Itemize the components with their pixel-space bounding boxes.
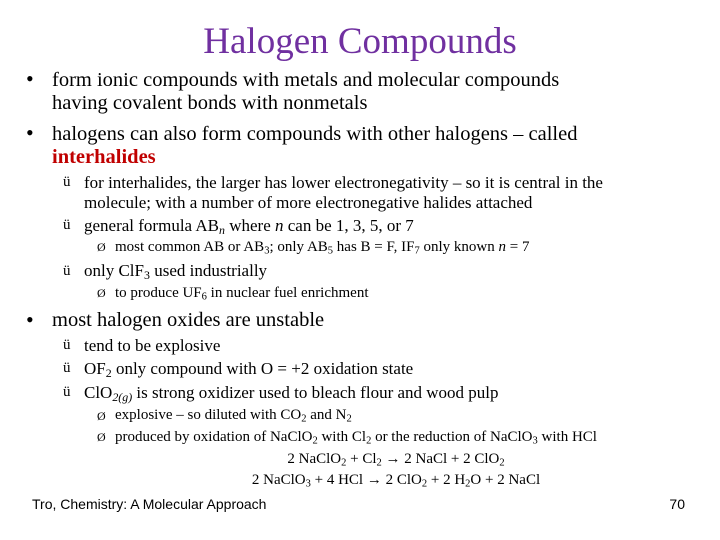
bullet-line: for interhalides, the larger has lower electronegativity – so it is central in the (84, 173, 603, 192)
sub-sub-bullet-diluted: explosive – so diluted with $CO_2$ and $N_2$ (115, 407, 352, 425)
check-marker: ü (63, 263, 71, 279)
sub-bullet-interhalides-central (84, 173, 603, 213)
equation-2: 2 NaClO$_3$ + 4 HCl → 2 ClO$_2$ + 2 $H_2O + 2$ NaCl (251, 472, 541, 490)
arrow-marker: Ø (97, 240, 106, 254)
bullet-line: molecule; with a number of more electronegative halides attached (84, 193, 533, 212)
bullet-marker: • (26, 66, 34, 91)
sub-bullet-general-formula: general formula $AB_n$ where n can be 1, 3, 5, or 7 (84, 216, 414, 237)
footer-source: Tro, Chemistry: A Molecular Approach (32, 496, 267, 512)
bullet-interhalogen (52, 123, 577, 169)
check-marker: ü (63, 174, 71, 190)
bullet-line: halogens can also form compounds with other halogens – called (52, 123, 578, 145)
check-marker: ü (63, 217, 71, 233)
sub-bullet-clf3: only ClF$_3$ used industrially (84, 261, 268, 282)
sub-sub-bullet-common-ab: most common AB or $AB_3$; only $AB_5$ has B = F, $IF_7$ only known n = 7 (115, 239, 530, 257)
bullet-line: having covalent bonds with nonmetals (52, 92, 368, 114)
slide-title: Halogen Compounds (203, 21, 517, 62)
equation-1: 2 NaClO$_2$ + $Cl_2 \to 2$ NaCl + 2 ClO$_2$ (287, 451, 505, 469)
check-marker: ü (63, 337, 71, 353)
sub-bullet-clo2: ClO$_{2(g)}$ is strong oxidizer used to bleach flour and wood pulp (84, 383, 499, 404)
bullet-ionic-compounds (52, 69, 559, 115)
sub-sub-bullet-uf6: to produce $UF_6$ in nuclear fuel enrichment (115, 285, 369, 303)
check-marker: ü (63, 360, 71, 376)
arrow-marker: Ø (97, 286, 106, 300)
bullet-marker: • (26, 307, 34, 332)
bullet-halogen-oxides: most halogen oxides are unstable (52, 309, 325, 331)
arrow-marker: Ø (97, 409, 106, 423)
bullet-marker: • (26, 120, 34, 145)
sub-bullet-explosive: tend to be explosive (84, 336, 221, 355)
arrow-marker: Ø (97, 430, 106, 444)
check-marker: ü (63, 384, 71, 400)
interhalides-term: interhalides (52, 146, 156, 168)
sub-sub-bullet-produced: produced by oxidation of NaClO$_2$ with $Cl_2$ or the reduction of NaClO$_3$ with HCl (115, 429, 597, 447)
page-number: 70 (669, 496, 685, 512)
bullet-line: form ionic compounds with metals and molecular compounds (52, 69, 560, 91)
sub-bullet-of2: $OF_2$ only compound with O = +2 oxidation state (84, 359, 414, 380)
